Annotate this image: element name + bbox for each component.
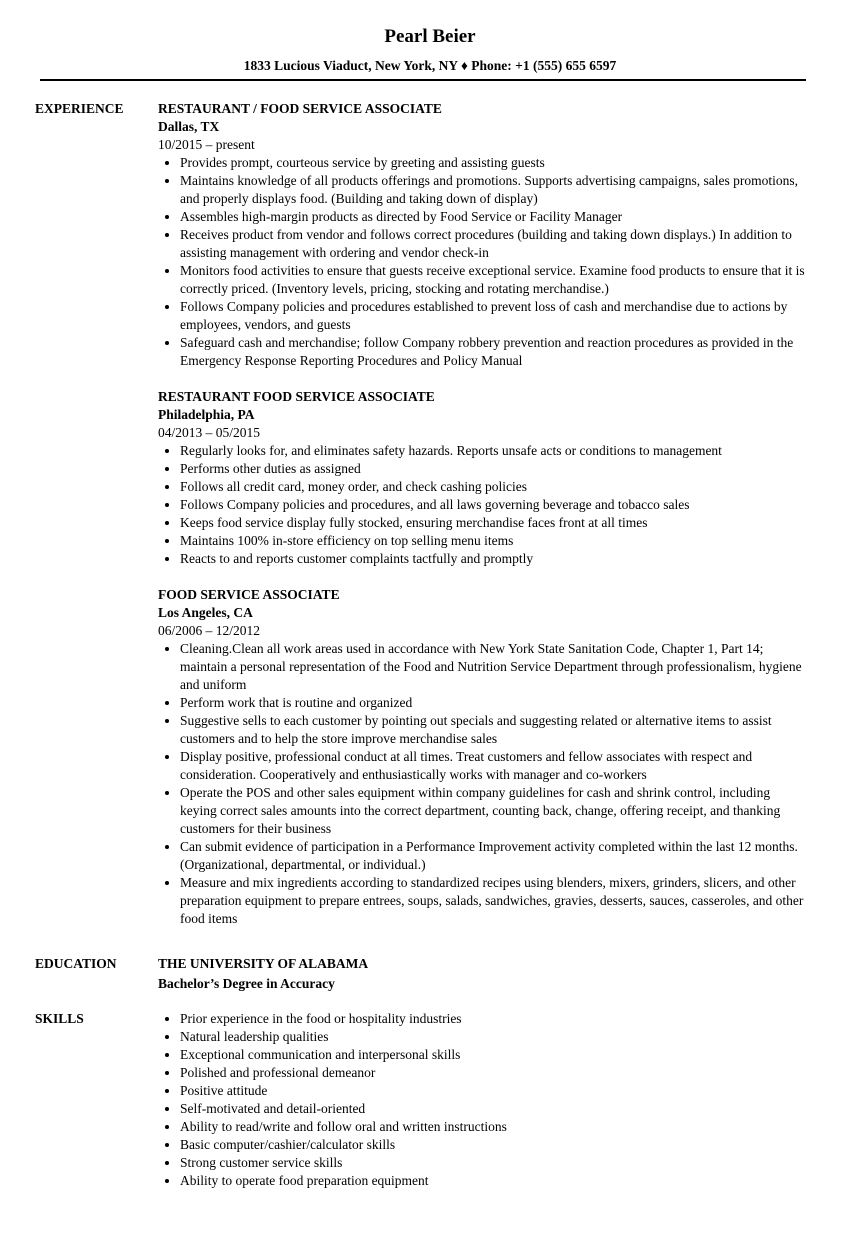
job-entry (158, 586, 808, 928)
job-location: Los Angeles, CA (158, 605, 253, 620)
skill-item: • Ability to operate food preparation equipment (180, 1172, 808, 1190)
job-dates: 10/2015 – present (158, 137, 255, 152)
job-title: RESTAURANT / FOOD SERVICE ASSOCIATE (158, 101, 442, 116)
skill-item: • Prior experience in the food or hospitality industries (180, 1010, 808, 1028)
job-bullets (158, 442, 808, 568)
education-entry (158, 955, 808, 993)
list-item: • Cleaning.Clean all work areas used in accordance with New York State Sanitation Code, Chapter 1, Part 14; maintain a personal representation of the Food and Nutrition Service Department through professionalism, hygiene and uniform (180, 640, 808, 694)
skill-item: • Self-motivated and detail-oriented (180, 1100, 808, 1118)
list-item: • Follows Company policies and procedures established to prevent loss of cash and merchandise due to actions by employees, vendors, and guests (180, 298, 808, 334)
job-dates: 04/2013 – 05/2015 (158, 425, 261, 440)
list-item: • Perform work that is routine and organized (180, 694, 808, 712)
list-item: • Operate the POS and other sales equipment within company guidelines for cash and shrink control, including keying correct sales amounts into the correct department, counting back, change, offering receipt, and thanking customers for their business (180, 784, 808, 838)
list-item: • Performs other duties as assigned (180, 460, 808, 478)
skill-item: • Polished and professional demeanor (180, 1064, 808, 1082)
section-heading-education: EDUCATION (35, 956, 117, 971)
job-title: RESTAURANT FOOD SERVICE ASSOCIATE (158, 389, 435, 404)
experience-section (0, 100, 860, 928)
skill-item: • Positive attitude (180, 1082, 808, 1100)
job-title: FOOD SERVICE ASSOCIATE (158, 587, 340, 602)
candidate-name: Pearl Beier (384, 26, 476, 47)
list-item: • Assembles high-margin products as directed by Food Service or Facility Manager (180, 208, 808, 226)
degree: Bachelor’s Degree in Accuracy (158, 976, 335, 991)
list-item: • Monitors food activities to ensure that guests receive exceptional service. Examine food products to ensure that it is correctly priced. (Inventory levels, pricing, stocking and rotating merchandise.) (180, 262, 808, 298)
skill-item: • Ability to read/write and follow oral and written instructions (180, 1118, 808, 1136)
list-item: • Measure and mix ingredients according to standardized recipes using blenders, mixers, grinders, slicers, and other preparation equipment to prepare entrees, soups, salads, sandwiches, gravies, desserts, sauces, casseroles, and other food items (180, 874, 808, 928)
section-heading-skills: SKILLS (35, 1011, 84, 1026)
job-location: Philadelphia, PA (158, 407, 255, 422)
school-name: THE UNIVERSITY OF ALABAMA (158, 956, 369, 971)
job-bullets (158, 640, 808, 928)
experience-list (158, 100, 808, 928)
skills-section (0, 1010, 860, 1190)
list-item: • Suggestive sells to each customer by pointing out specials and suggesting related or alternative items to assist customers and to help the store improve merchandise sales (180, 712, 808, 748)
list-item: • Can submit evidence of participation in a Performance Improvement activity completed within the last 12 months. (Organizational, departmental, or individual.) (180, 838, 808, 874)
contact-line: 1833 Lucious Viaduct, New York, NY ♦ Phone: +1 (555) 655 6597 (243, 58, 617, 73)
job-entry (158, 388, 808, 568)
list-item: • Receives product from vendor and follows correct procedures (building and taking down displays.) In addition to assisting management with ordering and vendor check-in (180, 226, 808, 262)
job-bullets (158, 154, 808, 370)
list-item: • Follows all credit card, money order, and check cashing policies (180, 478, 808, 496)
list-item: • Keeps food service display fully stocked, ensuring merchandise faces front at all times (180, 514, 808, 532)
skills-entry (158, 1010, 808, 1190)
education-section (0, 955, 860, 993)
skills-list (158, 1010, 808, 1190)
skill-item: • Exceptional communication and interpersonal skills (180, 1046, 808, 1064)
job-dates: 06/2006 – 12/2012 (158, 623, 261, 638)
job-location: Dallas, TX (158, 119, 220, 134)
list-item: • Safeguard cash and merchandise; follow Company robbery prevention and reaction procedures as provided in the Emergency Response Reporting Procedures and Policy Manual (180, 334, 808, 370)
skill-item: • Strong customer service skills (180, 1154, 808, 1172)
resume-header (0, 0, 860, 75)
list-item: • Maintains knowledge of all products offerings and promotions. Supports advertising campaigns, sales promotions, and properly displays food. (Building and taking down of display) (180, 172, 808, 208)
list-item: • Provides prompt, courteous service by greeting and assisting guests (180, 154, 808, 172)
skill-item: • Natural leadership qualities (180, 1028, 808, 1046)
job-entry (158, 100, 808, 370)
skill-item: • Basic computer/cashier/calculator skills (180, 1136, 808, 1154)
list-item: • Reacts to and reports customer complaints tactfully and promptly (180, 550, 808, 568)
section-heading-experience: EXPERIENCE (35, 101, 124, 116)
list-item: • Follows Company policies and procedures, and all laws governing beverage and tobacco sales (180, 496, 808, 514)
header-divider (40, 79, 806, 81)
list-item: • Display positive, professional conduct at all times. Treat customers and fellow associates with respect and consideration. Cooperatively and enthusiastically works with manager and co-workers (180, 748, 808, 784)
list-item: • Regularly looks for, and eliminates safety hazards. Reports unsafe acts or conditions to management (180, 442, 808, 460)
list-item: • Maintains 100% in-store efficiency on top selling menu items (180, 532, 808, 550)
